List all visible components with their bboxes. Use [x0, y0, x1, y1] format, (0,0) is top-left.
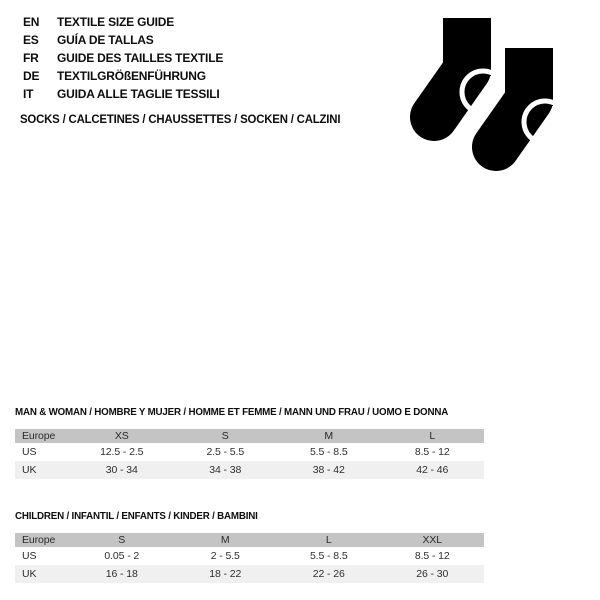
language-code: EN — [23, 15, 40, 29]
row-label: US — [22, 550, 37, 562]
language-label: GUÍA DE TALLAS — [57, 33, 154, 47]
table-cell: 2.5 - 5.5 — [206, 446, 245, 458]
table-title-children: CHILDREN / INFANTIL / ENFANTS / KINDER / BAMBINI — [15, 510, 258, 522]
language-row-fr — [23, 49, 223, 67]
column-header: M — [220, 534, 230, 546]
language-list — [23, 13, 223, 103]
table-cell: 16 - 18 — [105, 568, 138, 580]
column-header: S — [118, 534, 126, 546]
column-header: Europe — [22, 534, 56, 546]
column-header: Europe — [22, 430, 56, 442]
table-cell: 22 - 26 — [312, 568, 345, 580]
language-row-es — [23, 31, 223, 49]
table-cell: 0.05 - 2 — [104, 550, 140, 562]
column-header: XXL — [422, 534, 443, 546]
table-row-us — [15, 547, 484, 565]
column-header: S — [221, 430, 229, 442]
table-cell: 2 - 5.5 — [210, 550, 240, 562]
sock-front — [496, 48, 566, 147]
table-cell: 26 - 30 — [416, 568, 449, 580]
column-header: L — [325, 534, 332, 546]
row-label: UK — [22, 568, 37, 580]
category-title: SOCKS / CALCETINES / CHAUSSETTES / SOCKEN / CALZINI — [20, 112, 341, 126]
column-header: M — [324, 430, 334, 442]
column-header: L — [429, 430, 436, 442]
table-cell: 12.5 - 2.5 — [100, 446, 144, 458]
language-label: GUIDA ALLE TAGLIE TESSILI — [57, 87, 220, 101]
table-cell: 8.5 - 12 — [414, 550, 450, 562]
table-cell: 18 - 22 — [209, 568, 242, 580]
language-row-en — [23, 13, 223, 31]
row-label: US — [22, 446, 37, 458]
table-cell: 38 - 42 — [312, 464, 345, 476]
language-label: TEXTILE SIZE GUIDE — [57, 15, 175, 29]
table-title-man-woman: MAN & WOMAN / HOMBRE Y MUJER / HOMME ET FEMME / MANN UND FRAU / UOMO E DONNA — [15, 406, 449, 418]
language-code: IT — [23, 87, 34, 101]
table-row-us — [15, 443, 484, 461]
table-header-row — [15, 429, 484, 443]
table-row-uk — [15, 565, 484, 583]
language-label: TEXTILGRÖßENFÜHRUNG — [57, 69, 206, 83]
language-code: ES — [23, 33, 39, 47]
language-row-it — [23, 85, 223, 103]
table-cell: 8.5 - 12 — [414, 446, 450, 458]
table-cell: 34 - 38 — [209, 464, 242, 476]
language-row-de — [23, 67, 223, 85]
column-header: XS — [114, 430, 129, 442]
size-table-man-woman — [15, 429, 484, 479]
row-label: UK — [22, 464, 37, 476]
language-code: DE — [23, 69, 40, 83]
size-table-children — [15, 533, 484, 583]
table-row-uk — [15, 461, 484, 479]
socks-icon-svg — [398, 5, 570, 185]
table-cell: 5.5 - 8.5 — [309, 550, 348, 562]
language-label: GUIDE DES TAILLES TEXTILE — [57, 51, 224, 65]
table-header-row — [15, 533, 484, 547]
table-cell: 42 - 46 — [416, 464, 449, 476]
table-cell: 30 - 34 — [105, 464, 138, 476]
table-cell: 5.5 - 8.5 — [309, 446, 348, 458]
language-code: FR — [23, 51, 39, 65]
socks-icon — [398, 5, 570, 185]
